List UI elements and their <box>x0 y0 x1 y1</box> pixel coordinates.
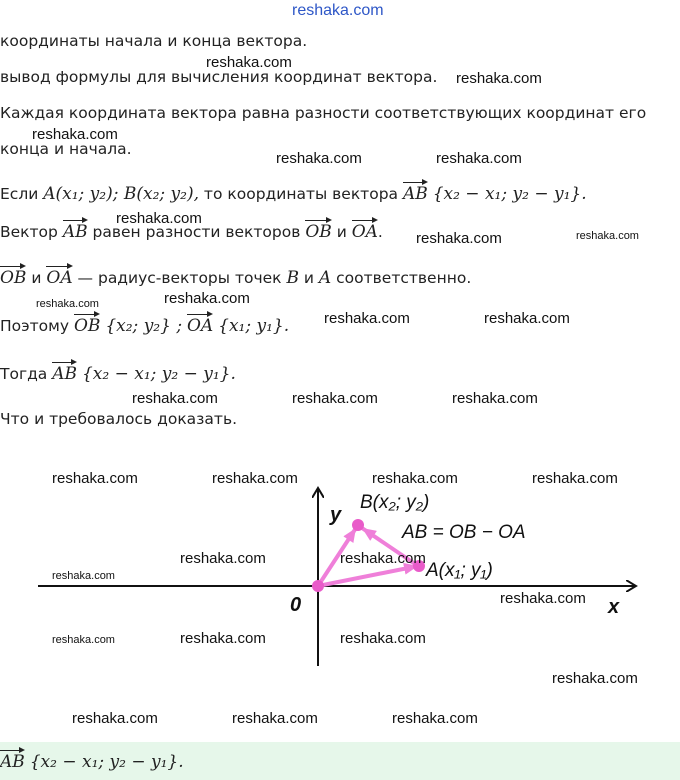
watermark: reshaka.com <box>232 710 318 727</box>
site-watermark-top: reshaka.com <box>292 2 384 19</box>
answer-line <box>0 752 184 772</box>
watermark: reshaka.com <box>552 670 638 687</box>
y-axis-label: y <box>330 504 342 526</box>
vector-equation-label: AB = OB − OA <box>402 522 526 543</box>
vector-ab: AB <box>402 184 428 204</box>
period: . <box>377 223 383 241</box>
ab-coords: {x₂ − x₁; y₂ − y₁}. <box>81 364 236 384</box>
watermark: reshaka.com <box>132 390 218 407</box>
watermark: reshaka.com <box>206 54 292 71</box>
watermark: reshaka.com <box>52 634 115 646</box>
ob-coords: {x₂; y₂} ; <box>105 316 183 336</box>
point-a-label: A(x₁; y₁) <box>426 560 493 581</box>
therefore-word: Поэтому <box>0 317 70 335</box>
then-word: Тогда <box>0 365 48 383</box>
watermark: reshaka.com <box>36 298 99 310</box>
vector-oa-arrow <box>318 566 418 586</box>
answer-vector-ab: AB <box>0 752 25 772</box>
vector-oa: OA <box>46 268 73 288</box>
watermark: reshaka.com <box>340 630 426 647</box>
watermark: reshaka.com <box>72 710 158 727</box>
watermark: reshaka.com <box>456 70 542 87</box>
watermark: reshaka.com <box>164 290 250 307</box>
origin-point <box>312 580 324 592</box>
watermark: reshaka.com <box>340 550 426 567</box>
watermark: reshaka.com <box>292 390 378 407</box>
respectively-text: соответственно. <box>336 269 472 287</box>
watermark: reshaka.com <box>212 470 298 487</box>
watermark: reshaka.com <box>180 550 266 567</box>
answer-coords: {x₂ − x₁; y₂ − y₁}. <box>29 752 184 772</box>
watermark: reshaka.com <box>484 310 570 327</box>
watermark: reshaka.com <box>372 470 458 487</box>
watermark: reshaka.com <box>324 310 410 327</box>
vector-ab: AB <box>52 364 78 384</box>
qed-text: Что и требовалось доказать. <box>0 410 238 428</box>
watermark: reshaka.com <box>500 590 586 607</box>
vector-oa: OA <box>351 222 378 242</box>
vector-ab: AB <box>62 222 88 242</box>
answer-box <box>0 742 680 780</box>
vector-word: Вектор <box>0 223 58 241</box>
then-coords-text: то координаты вектора <box>203 185 399 203</box>
points-coords: A(x₁; y₂); B(x₂; y₂), <box>43 184 199 204</box>
watermark: reshaka.com <box>52 570 115 582</box>
x-axis-label: x <box>608 596 620 618</box>
radius-text: — радиус-векторы точек <box>77 269 282 287</box>
and-word: и <box>31 269 42 287</box>
vector-ob: OB <box>0 268 27 288</box>
text-line-1: координаты начала и конца вектора. <box>0 32 308 50</box>
text-line-3: Каждая координата вектора равна разности соответствующих координат его <box>0 104 647 122</box>
watermark: reshaka.com <box>452 390 538 407</box>
point-b-letter: B <box>286 268 299 288</box>
oa-coords: {x₁; y₁}. <box>218 316 290 336</box>
text-line-2: вывод формулы для вычисления координат вектора. <box>0 68 438 86</box>
equals-diff-text: равен разности векторов <box>92 223 301 241</box>
and-word: и <box>336 223 347 241</box>
watermark: reshaka.com <box>52 470 138 487</box>
point-b <box>352 519 364 531</box>
watermark: reshaka.com <box>416 230 502 247</box>
watermark: reshaka.com <box>576 230 639 242</box>
point-a-letter: A <box>318 268 332 288</box>
watermark: reshaka.com <box>32 126 118 143</box>
watermark: reshaka.com <box>180 630 266 647</box>
watermark: reshaka.com <box>436 150 522 167</box>
watermark: reshaka.com <box>116 210 202 227</box>
watermark: reshaka.com <box>532 470 618 487</box>
point-b-label: B(x₂; y₂) <box>360 492 430 513</box>
watermark: reshaka.com <box>276 150 362 167</box>
and-word: и <box>303 269 314 287</box>
text-line-4: конца и начала. <box>0 140 132 158</box>
vector-ob: OB <box>305 222 332 242</box>
ab-coords: {x₂ − x₁; y₂ − y₁}. <box>432 184 587 204</box>
vector-ob: OB <box>73 316 101 336</box>
watermark: reshaka.com <box>392 710 478 727</box>
origin-label: 0 <box>290 594 302 616</box>
vector-oa: OA <box>187 316 214 336</box>
if-word: Если <box>0 185 39 203</box>
